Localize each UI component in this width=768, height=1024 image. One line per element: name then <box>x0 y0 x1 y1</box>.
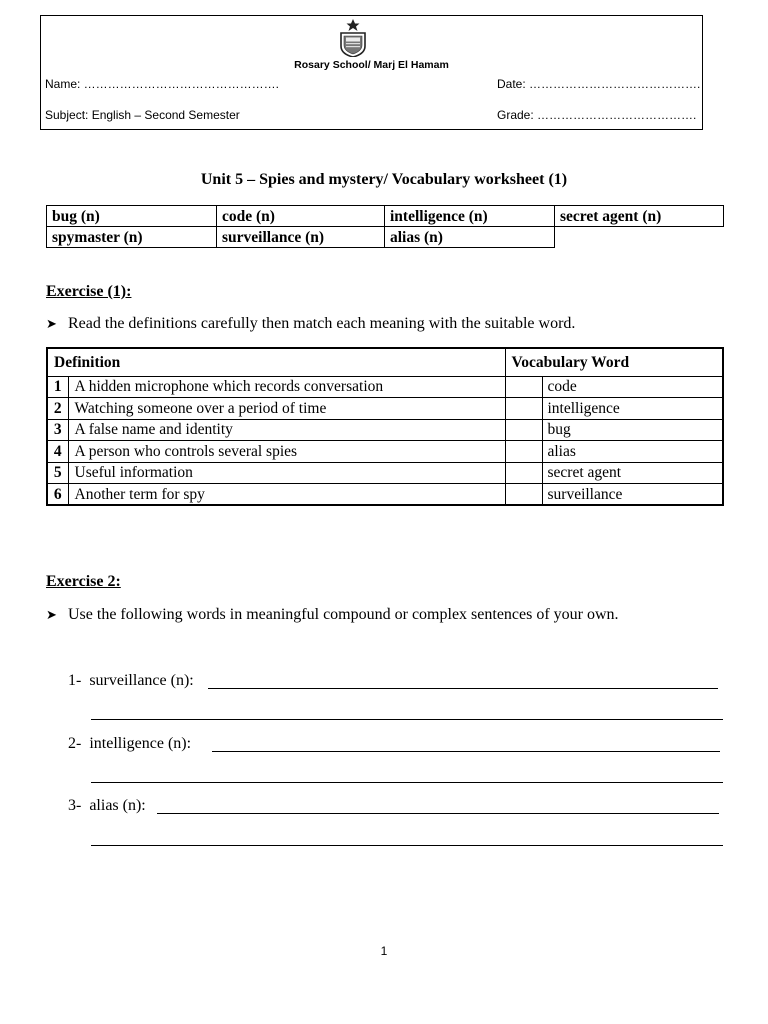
word-bank-empty-cell <box>555 227 724 248</box>
table-row <box>47 376 723 398</box>
word-bank-item: surveillance (n) <box>217 227 385 248</box>
word-bank-item: bug (n) <box>47 206 217 227</box>
table-row <box>47 462 723 484</box>
school-name: Rosary School/ Marj El Hamam <box>294 59 449 71</box>
definition-cell: Useful information <box>68 462 505 484</box>
row-number: 2 <box>47 398 68 420</box>
answer-blank[interactable] <box>505 462 542 484</box>
item-label: surveillance (n): <box>89 672 194 689</box>
answer-blank[interactable] <box>505 484 542 506</box>
definition-cell: Watching someone over a period of time <box>68 398 505 420</box>
answer-line[interactable] <box>91 845 723 846</box>
word-bank-item: spymaster (n) <box>47 227 217 248</box>
definition-cell: Another term for spy <box>68 484 505 506</box>
vocabulary-word-cell: surveillance <box>542 484 723 506</box>
word-bank-item: code (n) <box>217 206 385 227</box>
date-field: Date: ……………………………………. <box>497 77 701 91</box>
table-row <box>47 398 723 420</box>
vocabulary-word-cell: intelligence <box>542 398 723 420</box>
item-number: 2- <box>68 735 82 752</box>
row-number: 5 <box>47 462 68 484</box>
name-field: Name: …………………………………………. <box>45 77 280 91</box>
row-number: 4 <box>47 441 68 463</box>
sentence-item-2 <box>68 735 191 753</box>
answer-blank[interactable] <box>505 441 542 463</box>
row-number: 3 <box>47 419 68 441</box>
header-box <box>40 15 703 130</box>
answer-blank[interactable] <box>505 398 542 420</box>
answer-blank[interactable] <box>505 376 542 398</box>
item-label: intelligence (n): <box>89 735 192 752</box>
table-row <box>47 484 723 506</box>
word-bank <box>46 205 724 248</box>
definition-cell: A false name and identity <box>68 419 505 441</box>
answer-line[interactable] <box>157 813 719 814</box>
answer-line[interactable] <box>91 719 723 720</box>
vocabulary-word-cell: code <box>542 376 723 398</box>
page-number: 1 <box>380 944 388 958</box>
arrowhead-bullet-icon: ➤ <box>46 316 57 331</box>
exercise-2-instruction <box>46 606 619 624</box>
instruction-text: Use the following words in meaningful compound or complex sentences of your own. <box>68 606 619 623</box>
answer-blank[interactable] <box>505 419 542 441</box>
answer-line[interactable] <box>212 751 720 752</box>
exercise-2-heading: Exercise 2: <box>46 573 121 590</box>
definition-cell: A person who controls several spies <box>68 441 505 463</box>
row-number: 6 <box>47 484 68 506</box>
subject-field: Subject: English – Second Semester <box>45 108 240 122</box>
arrowhead-bullet-icon: ➤ <box>46 607 57 622</box>
item-label: alias (n): <box>89 797 146 814</box>
definition-header: Definition <box>47 348 505 376</box>
word-bank-item: intelligence (n) <box>385 206 555 227</box>
vocabulary-word-cell: alias <box>542 441 723 463</box>
vocabulary-word-cell: bug <box>542 419 723 441</box>
table-header-row <box>47 348 723 376</box>
table-row <box>47 419 723 441</box>
word-bank-item: alias (n) <box>385 227 555 248</box>
vocabulary-word-cell: secret agent <box>542 462 723 484</box>
grade-field: Grade: …………………………………. <box>497 108 697 122</box>
row-number: 1 <box>47 376 68 398</box>
matching-table <box>46 347 724 506</box>
exercise-1-instruction <box>46 315 575 333</box>
sentence-item-1 <box>68 672 194 690</box>
instruction-text: Read the definitions carefully then match each meaning with the suitable word. <box>68 315 576 332</box>
exercise-1-heading: Exercise (1): <box>46 283 132 300</box>
table-row <box>47 441 723 463</box>
school-crest-icon <box>338 19 368 57</box>
word-bank-item: secret agent (n) <box>555 206 724 227</box>
definition-cell: A hidden microphone which records conversation <box>68 376 505 398</box>
answer-line[interactable] <box>91 782 723 783</box>
item-number: 3- <box>68 797 82 814</box>
answer-line[interactable] <box>208 688 718 689</box>
worksheet-title: Unit 5 – Spies and mystery/ Vocabulary worksheet (1) <box>200 171 568 188</box>
vocabulary-word-header: Vocabulary Word <box>505 348 723 376</box>
item-number: 1- <box>68 672 82 689</box>
sentence-item-3 <box>68 797 146 815</box>
